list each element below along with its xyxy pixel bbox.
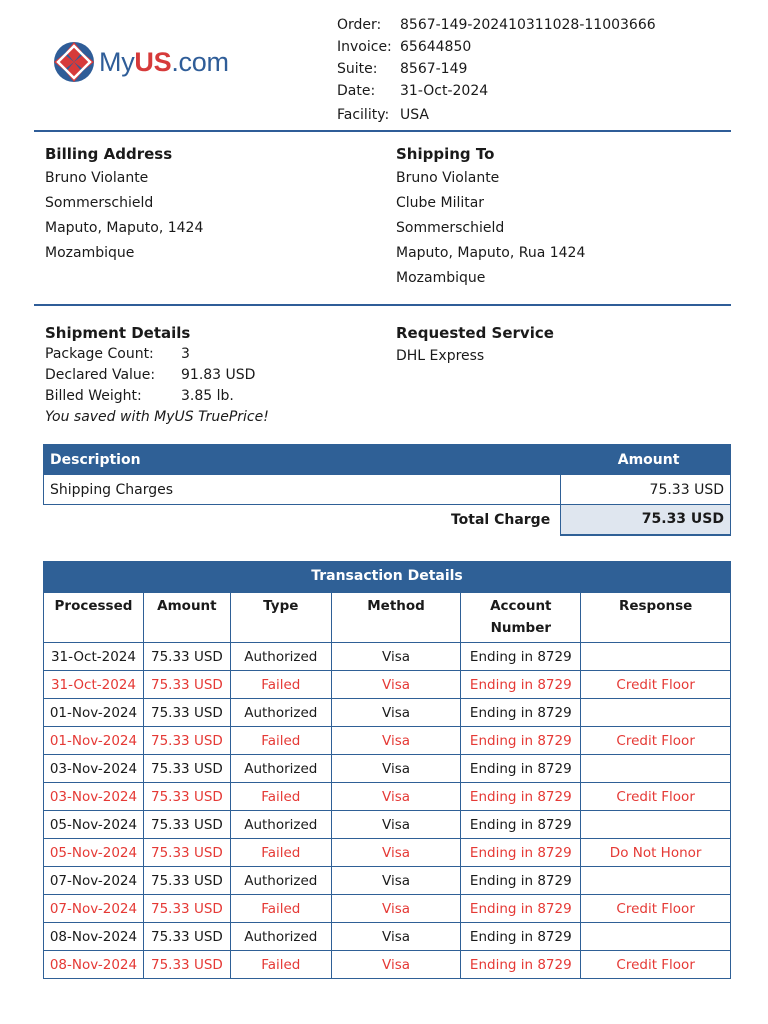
account-cell: Ending in 8729 <box>461 811 581 839</box>
response-cell: Do Not Honor <box>581 839 731 867</box>
service-value: DHL Express <box>396 348 485 364</box>
shipping-line: Sommerschield <box>396 220 505 236</box>
method-header: Method <box>331 593 461 643</box>
type-cell: Authorized <box>230 811 331 839</box>
type-cell: Failed <box>230 839 331 867</box>
type-header: Type <box>230 593 331 643</box>
shipment-title: Shipment Details <box>45 324 191 342</box>
description-header: Description <box>44 445 561 475</box>
transaction-row <box>44 895 731 923</box>
meta-suite: Suite: 8567-149 <box>337 61 468 77</box>
processed-cell: 07-Nov-2024 <box>44 867 144 895</box>
method-cell: Visa <box>331 867 461 895</box>
billing-line: Sommerschield <box>45 195 154 211</box>
type-cell: Authorized <box>230 643 331 671</box>
meta-date: Date: 31-Oct-2024 <box>337 83 489 99</box>
processed-cell: 03-Nov-2024 <box>44 755 144 783</box>
type-cell: Authorized <box>230 867 331 895</box>
package-count: Package Count: 3 <box>45 346 190 362</box>
service-title: Requested Service <box>396 324 554 342</box>
meta-facility: Facility: USA <box>337 107 429 123</box>
transaction-row <box>44 923 731 951</box>
amount-cell: 75.33 USD <box>143 671 230 699</box>
requested-service <box>396 322 554 368</box>
total-value: 75.33 USD <box>561 505 731 535</box>
response-cell: Credit Floor <box>581 951 731 979</box>
processed-cell: 08-Nov-2024 <box>44 923 144 951</box>
transaction-row <box>44 951 731 979</box>
account-cell: Ending in 8729 <box>461 643 581 671</box>
shipping-title: Shipping To <box>396 145 495 163</box>
response-cell <box>581 643 731 671</box>
account-number-header: Account Number <box>461 593 581 643</box>
method-cell: Visa <box>331 727 461 755</box>
amount-cell: 75.33 USD <box>143 867 230 895</box>
trueprice-note: You saved with MyUS TruePrice! <box>45 409 269 425</box>
processed-cell: 07-Nov-2024 <box>44 895 144 923</box>
transaction-row <box>44 811 731 839</box>
account-cell: Ending in 8729 <box>461 783 581 811</box>
billing-address <box>45 142 203 266</box>
response-cell <box>581 755 731 783</box>
method-cell: Visa <box>331 783 461 811</box>
response-cell: Credit Floor <box>581 727 731 755</box>
amount-cell: 75.33 USD <box>143 755 230 783</box>
shipping-line: Maputo, Maputo, Rua 1424 <box>396 245 586 261</box>
charge-description: Shipping Charges <box>44 475 561 505</box>
processed-cell: 05-Nov-2024 <box>44 839 144 867</box>
divider <box>34 130 731 132</box>
shipping-line: Bruno Violante <box>396 170 500 186</box>
type-cell: Failed <box>230 783 331 811</box>
response-cell <box>581 867 731 895</box>
transaction-row <box>44 755 731 783</box>
shipment-details <box>45 322 269 428</box>
type-cell: Authorized <box>230 755 331 783</box>
amount-cell: 75.33 USD <box>143 923 230 951</box>
total-row <box>44 505 731 535</box>
type-cell: Failed <box>230 727 331 755</box>
type-cell: Authorized <box>230 923 331 951</box>
shipping-address <box>396 142 585 291</box>
amount-cell: 75.33 USD <box>143 643 230 671</box>
myus-logo <box>52 38 252 86</box>
transaction-row <box>44 643 731 671</box>
charges-table <box>43 444 731 536</box>
meta-invoice: Invoice: 65644850 <box>337 39 472 55</box>
transaction-row <box>44 783 731 811</box>
transaction-header <box>44 593 731 643</box>
processed-cell: 05-Nov-2024 <box>44 811 144 839</box>
type-cell: Authorized <box>230 699 331 727</box>
response-cell <box>581 923 731 951</box>
account-cell: Ending in 8729 <box>461 755 581 783</box>
method-cell: Visa <box>331 699 461 727</box>
processed-header: Processed <box>44 593 144 643</box>
divider <box>34 304 731 306</box>
method-cell: Visa <box>331 923 461 951</box>
response-cell: Credit Floor <box>581 895 731 923</box>
amount-cell: 75.33 USD <box>143 727 230 755</box>
processed-cell: 31-Oct-2024 <box>44 671 144 699</box>
method-cell: Visa <box>331 811 461 839</box>
charge-amount: 75.33 USD <box>561 475 731 505</box>
account-cell: Ending in 8729 <box>461 895 581 923</box>
account-cell: Ending in 8729 <box>461 699 581 727</box>
transaction-row <box>44 699 731 727</box>
response-header: Response <box>581 593 731 643</box>
shipping-line: Mozambique <box>396 270 486 286</box>
amount-cell: 75.33 USD <box>143 811 230 839</box>
processed-cell: 31-Oct-2024 <box>44 643 144 671</box>
billing-line: Bruno Violante <box>45 170 149 186</box>
order-meta <box>337 14 656 126</box>
amount-cell: 75.33 USD <box>143 895 230 923</box>
globe-logo-icon <box>52 40 96 84</box>
response-cell: Credit Floor <box>581 783 731 811</box>
processed-cell: 01-Nov-2024 <box>44 727 144 755</box>
amount-cell: 75.33 USD <box>143 839 230 867</box>
account-cell: Ending in 8729 <box>461 727 581 755</box>
charges-header <box>44 445 731 475</box>
method-cell: Visa <box>331 951 461 979</box>
logo-wordmark: MyUS.com <box>99 46 229 77</box>
method-cell: Visa <box>331 671 461 699</box>
account-cell: Ending in 8729 <box>461 951 581 979</box>
amount-cell: 75.33 USD <box>143 699 230 727</box>
response-cell: Credit Floor <box>581 671 731 699</box>
meta-order: Order: 8567-149-202410311028-11003666 <box>337 17 656 33</box>
charge-row <box>44 475 731 505</box>
amount-cell: 75.33 USD <box>143 783 230 811</box>
declared-value: Declared Value: 91.83 USD <box>45 367 256 383</box>
transaction-row <box>44 867 731 895</box>
response-cell <box>581 811 731 839</box>
transaction-row <box>44 727 731 755</box>
account-cell: Ending in 8729 <box>461 923 581 951</box>
method-cell: Visa <box>331 643 461 671</box>
type-cell: Failed <box>230 895 331 923</box>
method-cell: Visa <box>331 755 461 783</box>
billing-line: Mozambique <box>45 245 135 261</box>
method-cell: Visa <box>331 839 461 867</box>
amount-cell: 75.33 USD <box>143 951 230 979</box>
processed-cell: 01-Nov-2024 <box>44 699 144 727</box>
transaction-row <box>44 671 731 699</box>
response-cell <box>581 699 731 727</box>
processed-cell: 08-Nov-2024 <box>44 951 144 979</box>
account-cell: Ending in 8729 <box>461 867 581 895</box>
method-cell: Visa <box>331 895 461 923</box>
amount-header: Amount <box>561 445 731 475</box>
type-cell: Failed <box>230 671 331 699</box>
processed-cell: 03-Nov-2024 <box>44 783 144 811</box>
billing-title: Billing Address <box>45 145 173 163</box>
account-cell: Ending in 8729 <box>461 839 581 867</box>
transaction-title: Transaction Details <box>43 561 731 592</box>
billing-line: Maputo, Maputo, 1424 <box>45 220 204 236</box>
transaction-row <box>44 839 731 867</box>
total-label: Total Charge <box>450 511 551 528</box>
account-cell: Ending in 8729 <box>461 671 581 699</box>
shipping-line: Clube Militar <box>396 195 485 211</box>
type-cell: Failed <box>230 951 331 979</box>
transaction-table <box>43 561 731 979</box>
amount-header: Amount <box>143 593 230 643</box>
billed-weight: Billed Weight: 3.85 lb. <box>45 388 234 404</box>
